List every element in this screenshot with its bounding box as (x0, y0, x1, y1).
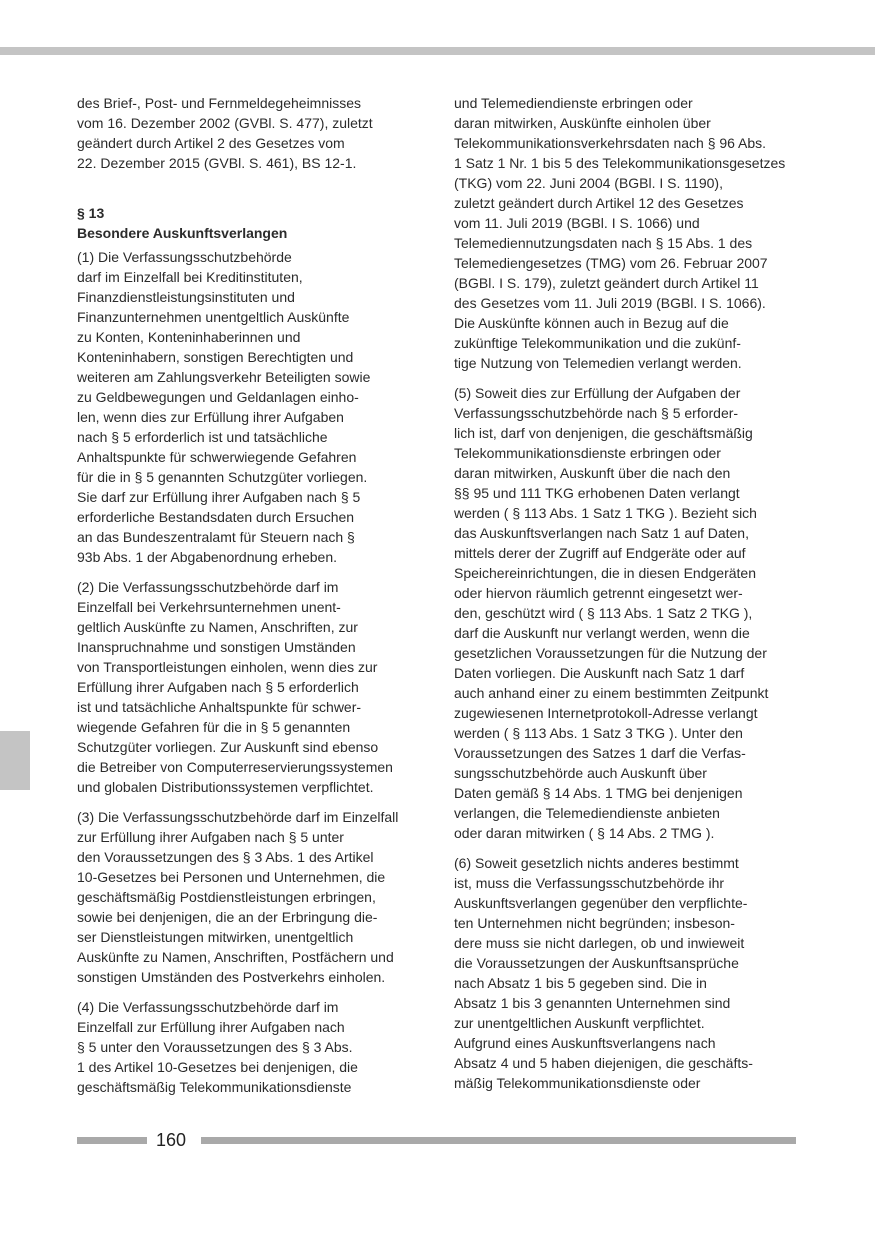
text-line: daran mitwirken, Auskunft über die nach den (454, 465, 731, 481)
text-line: (3) Die Verfassungsschutzbehörde darf im Einzelfall (77, 809, 399, 825)
text-line: Telekommunikationsverkehrsdaten nach § 96 Abs. (454, 135, 767, 151)
text-line: verlangen, die Telemediendienste anbieten (454, 805, 720, 821)
side-tab-marker (0, 731, 30, 790)
text-line: darf die Auskunft nur verlangt werden, wenn die (454, 625, 750, 641)
text-line: vom 11. Juli 2019 (BGBl. I S. 1066) und (454, 215, 700, 231)
text-line: daran mitwirken, Auskünfte einholen über (454, 115, 711, 131)
text-line: Die Auskünfte können auch in Bezug auf die (454, 315, 729, 331)
text-line: zu Geldbewegungen und Geldanlagen einho- (77, 389, 359, 405)
section-title: Besondere Auskunftsverlangen (77, 225, 288, 241)
text-line: ten Unternehmen nicht begründen; insbeson- (454, 915, 735, 931)
text-line: oder hiervon räumlich getrennt eingesetzt wer- (454, 585, 743, 601)
intro-paragraph (77, 93, 422, 173)
text-line: (TKG) vom 22. Juni 2004 (BGBl. I S. 1190), (454, 175, 723, 191)
text-line: geschäftsmäßig Telekommunikationsdienste (77, 1079, 352, 1095)
text-line: Auskünfte zu Namen, Anschriften, Postfächern und (77, 949, 394, 965)
text-line: wiegende Gefahren für die in § 5 genannten (77, 719, 351, 735)
text-line: Daten gemäß § 14 Abs. 1 TMG bei denjenigen (454, 785, 743, 801)
text-line: (2) Die Verfassungsschutzbehörde darf im (77, 579, 339, 595)
text-line: zu Konten, Konteninhaberinnen und (77, 329, 301, 345)
text-line: zur Erfüllung ihrer Aufgaben nach § 5 unter (77, 829, 344, 845)
text-line: und Telemediendienste erbringen oder (454, 95, 693, 111)
text-line: Finanzdienstleistungsinstituten und (77, 289, 295, 305)
text-line: vom 16. Dezember 2002 (GVBl. S. 477), zuletzt (77, 115, 373, 131)
text-line: dere muss sie nicht darlegen, ob und inwieweit (454, 935, 745, 951)
text-line: (1) Die Verfassungsschutzbehörde (77, 249, 292, 265)
paragraph-2 (77, 577, 422, 797)
text-line: Aufgrund eines Auskunftsverlangens nach (454, 1035, 716, 1051)
text-line: Einzelfall zur Erfüllung ihrer Aufgaben nach (77, 1019, 345, 1035)
text-line: die Voraussetzungen der Auskunftsansprüche (454, 955, 739, 971)
paragraph-4 (77, 997, 422, 1097)
text-line: geltlich Auskünfte zu Namen, Anschriften, zur (77, 619, 358, 635)
text-line: ist und tatsächliche Anhaltspunkte für schwer- (77, 699, 362, 715)
text-line: oder daran mitwirken ( § 14 Abs. 2 TMG ). (454, 825, 715, 841)
text-line: 1 des Artikel 10-Gesetzes bei denjenigen, die (77, 1059, 358, 1075)
text-line: tige Nutzung von Telemedien verlangt werden. (454, 355, 742, 371)
text-line: len, wenn dies zur Erfüllung ihrer Aufgaben (77, 409, 344, 425)
text-line: Erfüllung ihrer Aufgaben nach § 5 erforderlich (77, 679, 359, 695)
text-line: werden ( § 113 Abs. 1 Satz 3 TKG ). Unter den (454, 725, 743, 741)
text-line: Voraussetzungen des Satzes 1 darf die Verfas- (454, 745, 746, 761)
text-line: den Voraussetzungen des § 3 Abs. 1 des Artikel (77, 849, 374, 865)
text-line: nach Absatz 1 bis 5 gegeben sind. Die in (454, 975, 707, 991)
text-line: geändert durch Artikel 2 des Gesetzes vom (77, 135, 345, 151)
text-line: erforderliche Bestandsdaten durch Ersuchen (77, 509, 355, 525)
text-line: und globalen Distributionssystemen verpflichtet. (77, 779, 374, 795)
section-number: § 13 (77, 205, 105, 221)
text-line: nach § 5 erforderlich ist und tatsächliche (77, 429, 328, 445)
paragraph-5 (454, 383, 799, 843)
text-line: 1 Satz 1 Nr. 1 bis 5 des Telekommunikationsgesetzes (454, 155, 786, 171)
text-line: Einzelfall bei Verkehrsunternehmen unent- (77, 599, 341, 615)
text-line: Telemediengesetzes (TMG) vom 26. Februar 2007 (454, 255, 768, 271)
text-line: mäßig Telekommunikationsdienste oder (454, 1075, 701, 1091)
text-line: (BGBl. I S. 179), zuletzt geändert durch Artikel 11 (454, 275, 759, 291)
text-line: Telemediennutzungsdaten nach § 15 Abs. 1 des (454, 235, 753, 251)
text-line: 93b Abs. 1 der Abgabenordnung erheben. (77, 549, 337, 565)
footer-rule-right (201, 1137, 796, 1144)
text-line: von Transportleistungen einholen, wenn dies zur (77, 659, 378, 675)
paragraph-3 (77, 807, 422, 987)
text-line: Schutzgüter vorliegen. Zur Auskunft sind ebenso (77, 739, 379, 755)
text-line: ist, muss die Verfassungsschutzbehörde ihr (454, 875, 725, 891)
section-heading (77, 203, 422, 243)
text-line: mittels derer der Zugriff auf Endgeräte oder auf (454, 545, 746, 561)
paragraph-6 (454, 853, 799, 1093)
text-line: Speichereinrichtungen, die in diesen Endgeräten (454, 565, 756, 581)
left-column (77, 93, 422, 1107)
text-line: lich ist, darf von denjenigen, die geschäftsmäßig (454, 425, 753, 441)
text-line: Absatz 4 und 5 haben diejenigen, die geschäfts- (454, 1055, 753, 1071)
text-line: Finanzunternehmen unentgeltlich Auskünfte (77, 309, 350, 325)
text-line: Sie darf zur Erfüllung ihrer Aufgaben nach § 5 (77, 489, 361, 505)
page-number: 160 (156, 1130, 187, 1150)
text-line: Daten vorliegen. Die Auskunft nach Satz 1 darf (454, 665, 745, 681)
footer-rule-left (77, 1137, 147, 1144)
text-line: sowie bei denjenigen, die an der Erbringung die- (77, 909, 378, 925)
text-line: weiteren am Zahlungsverkehr Beteiligten sowie (77, 369, 371, 385)
text-line: zuletzt geändert durch Artikel 12 des Gesetzes (454, 195, 744, 211)
text-line: sonstigen Umständen des Postverkehrs einholen. (77, 969, 386, 985)
text-line: Verfassungsschutzbehörde nach § 5 erforder- (454, 405, 739, 421)
text-line: werden ( § 113 Abs. 1 Satz 1 TKG ). Bezieht sich (454, 505, 757, 521)
text-line: § 5 unter den Voraussetzungen des § 3 Abs. (77, 1039, 353, 1055)
text-line: zugewiesenen Internetprotokoll-Adresse verlangt (454, 705, 758, 721)
text-line: Konteninhabern, sonstigen Berechtigten und (77, 349, 354, 365)
text-line: geschäftsmäßig Postdienstleistungen erbringen, (77, 889, 376, 905)
text-line: §§ 95 und 111 TKG erhobenen Daten verlangt (454, 485, 740, 501)
right-column (454, 93, 799, 1103)
text-line: Telekommunikationsdienste erbringen oder (454, 445, 721, 461)
text-line: 10-Gesetzes bei Personen und Unternehmen, die (77, 869, 386, 885)
text-line: (4) Die Verfassungsschutzbehörde darf im (77, 999, 339, 1015)
text-line: (6) Soweit gesetzlich nichts anderes bestimmt (454, 855, 739, 871)
text-line: Inanspruchnahme und sonstigen Umständen (77, 639, 356, 655)
text-line: zukünftige Telekommunikation und die zukünf- (454, 335, 741, 351)
text-line: ser Dienstleistungen mitwirken, unentgeltlich (77, 929, 354, 945)
text-line: Auskunftsverlangen gegenüber den verpflichte- (454, 895, 748, 911)
text-line: 22. Dezember 2015 (GVBl. S. 461), BS 12-1. (77, 155, 357, 171)
text-line: (5) Soweit dies zur Erfüllung der Aufgaben der (454, 385, 741, 401)
text-line: zur unentgeltlichen Auskunft verpflichtet. (454, 1015, 705, 1031)
paragraph-1 (77, 247, 422, 567)
text-line: an das Bundeszentralamt für Steuern nach § (77, 529, 355, 545)
text-line: des Brief-, Post- und Fernmeldegeheimnisses (77, 95, 362, 111)
text-line: darf im Einzelfall bei Kreditinstituten, (77, 269, 303, 285)
text-line: die Betreiber von Computerreservierungssystemen (77, 759, 393, 775)
text-line: den, geschützt wird ( § 113 Abs. 1 Satz 2 TKG ), (454, 605, 753, 621)
text-line: Anhaltspunkte für schwerwiegende Gefahren (77, 449, 357, 465)
text-line: sungsschutzbehörde auch Auskunft über (454, 765, 707, 781)
text-line: Absatz 1 bis 3 genannten Unternehmen sind (454, 995, 731, 1011)
text-line: das Auskunftsverlangen nach Satz 1 auf Daten, (454, 525, 749, 541)
text-line: auch anhand einer zu einem bestimmten Zeitpunkt (454, 685, 769, 701)
text-line: des Gesetzes vom 11. Juli 2019 (BGBl. I S. 1066). (454, 295, 766, 311)
paragraph-4-continued (454, 93, 799, 373)
top-rule (0, 47, 875, 55)
text-line: gesetzlichen Voraussetzungen für die Nutzung der (454, 645, 767, 661)
text-line: für die in § 5 genannten Schutzgüter vorliegen. (77, 469, 368, 485)
